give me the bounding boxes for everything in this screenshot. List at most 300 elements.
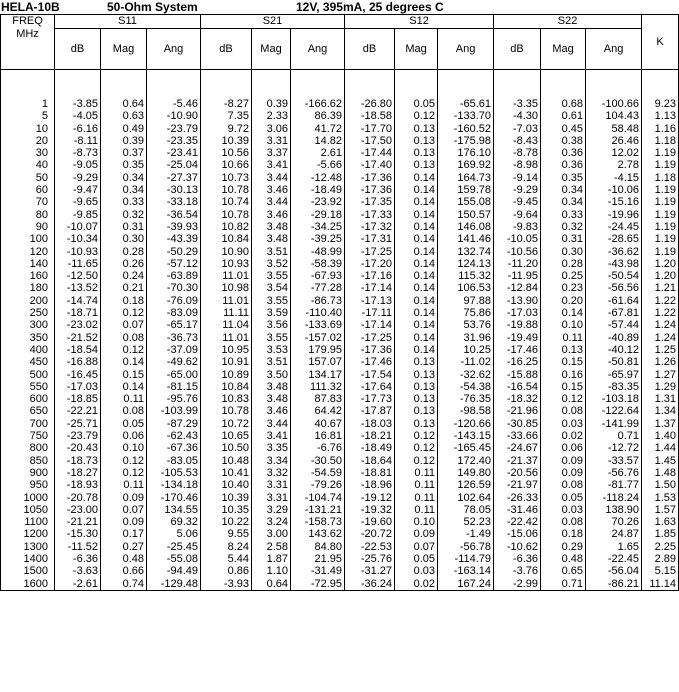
cell-s11-db: -23.00 [66, 503, 98, 516]
cell-k: 1.18 [654, 134, 677, 147]
cell-k: 1.19 [654, 208, 677, 221]
cell-s11-mag: 0.07 [122, 503, 144, 516]
cell-s22-ang: 0.71 [617, 430, 640, 443]
cell-s11-ang: -103.99 [160, 405, 198, 418]
cell-s12-db: -18.03 [360, 417, 393, 430]
cell-s21-db: 10.98 [221, 282, 249, 295]
cell-s22-db: -17.03 [506, 307, 539, 320]
cell-s12-db: -17.33 [360, 208, 393, 221]
cell-s22-db: -8.98 [512, 159, 539, 172]
cell-s11-ang: -23.35 [166, 134, 198, 147]
cell-s12-mag: 0.13 [413, 147, 436, 160]
cell-s11-db: -2.61 [72, 577, 98, 590]
cell-s11-db: -15.30 [66, 528, 98, 541]
s12-ang-header: Ang [438, 29, 494, 70]
cell-s11-ang: -39.93 [166, 220, 198, 233]
cell-s21-ang: -30.50 [310, 454, 343, 467]
s21-ang-column [291, 70, 345, 591]
cell-s21-ang: -6.76 [316, 442, 343, 455]
cell-s12-db: -17.40 [360, 159, 393, 172]
cell-s12-ang: 167.24 [457, 577, 492, 590]
cell-s12-mag: 0.03 [413, 565, 436, 578]
cell-s12-db: -17.87 [360, 405, 393, 418]
cell-freq: 160 [29, 270, 48, 283]
cell-s22-ang: 26.46 [611, 134, 640, 147]
cell-k: 1.25 [654, 343, 677, 356]
cell-s12-mag: 0.14 [413, 294, 436, 307]
cell-freq: 120 [29, 245, 48, 258]
cell-s21-ang: 157.07 [308, 356, 343, 369]
cell-s22-ang: -10.06 [607, 184, 640, 197]
cell-s21-mag: 1.10 [266, 565, 288, 578]
cell-s12-mag: 0.14 [413, 307, 436, 320]
cell-s12-ang: 31.96 [463, 331, 492, 344]
cell-s22-mag: 0.15 [561, 356, 584, 369]
cell-s21-db: 10.78 [221, 208, 249, 221]
cell-s12-ang: -1.49 [465, 528, 492, 541]
cell-s11-ang: -76.09 [166, 294, 198, 307]
cell-s22-mag: 0.09 [561, 466, 584, 479]
cell-s21-mag: 3.55 [266, 294, 288, 307]
cell-s11-db: -23.02 [66, 319, 98, 332]
cell-s11-mag: 0.39 [122, 134, 144, 147]
cell-s12-db: -17.25 [360, 245, 393, 258]
cell-s12-db: -17.20 [360, 257, 393, 270]
cell-s11-mag: 0.33 [122, 196, 144, 209]
cell-s11-mag: 0.05 [122, 417, 144, 430]
cell-s22-mag: 0.05 [561, 491, 584, 504]
cell-s12-db: -17.31 [360, 233, 393, 246]
cell-s11-db: -11.65 [67, 257, 98, 270]
cell-s21-ang: -133.69 [304, 319, 343, 332]
cell-s12-db: -17.70 [360, 122, 393, 135]
cell-s12-db: -17.36 [360, 343, 393, 356]
cell-s22-ang: -57.44 [607, 319, 640, 332]
cell-s22-ang: 1.65 [617, 540, 640, 553]
cell-s21-db: 11.11 [223, 307, 249, 320]
cell-s21-mag: 3.50 [266, 368, 288, 381]
cell-s21-ang: 40.67 [314, 417, 343, 430]
cell-s11-ang: -170.46 [160, 491, 198, 504]
cell-s22-db: -20.56 [506, 466, 539, 479]
cell-s21-ang: -34.25 [310, 220, 343, 233]
cell-s21-ang: -166.62 [304, 98, 343, 110]
cell-s11-db: -9.29 [72, 171, 98, 184]
cell-k: 1.48 [654, 466, 677, 479]
cell-s22-db: -30.85 [506, 417, 539, 430]
cell-s11-ang: -33.18 [166, 196, 198, 209]
cell-s22-ang: -56.04 [607, 565, 640, 578]
cell-s21-mag: 3.37 [266, 147, 288, 160]
cell-k: 1.19 [654, 220, 677, 233]
cell-s11-db: -6.16 [72, 122, 98, 135]
cell-s21-db: 9.55 [227, 528, 249, 541]
cell-freq: 80 [35, 208, 48, 221]
cell-s22-db: -19.88 [506, 319, 539, 332]
cell-s11-ang: -50.29 [166, 245, 198, 258]
cell-k: 5.15 [654, 565, 677, 578]
cell-s12-ang: 146.08 [457, 220, 492, 233]
cell-s12-db: -20.72 [360, 528, 393, 541]
cell-freq: 550 [29, 380, 48, 393]
cell-s21-mag: 3.44 [266, 171, 288, 184]
cell-s21-mag: 3.41 [266, 159, 288, 172]
cell-s12-mag: 0.13 [413, 122, 436, 135]
cell-s11-db: -23.79 [66, 430, 98, 443]
cell-s12-db: -17.32 [360, 220, 393, 233]
cell-s21-mag: 3.51 [266, 356, 288, 369]
cell-k: 1.34 [654, 405, 677, 418]
cell-s12-ang: 126.59 [457, 479, 492, 492]
title-bar [0, 0, 679, 14]
cell-s21-ang: -77.28 [310, 282, 343, 295]
cell-s11-mag: 0.07 [122, 319, 144, 332]
s22-db-header: dB [494, 29, 541, 70]
s21-db-column [201, 70, 252, 591]
cell-s11-db: -8.73 [72, 147, 98, 160]
cell-s21-db: 10.82 [221, 220, 249, 233]
cell-k: 1.37 [654, 417, 677, 430]
cell-freq: 800 [29, 442, 48, 455]
cell-s12-ang: -175.98 [453, 134, 492, 147]
cell-s11-db: -3.63 [72, 565, 98, 578]
cell-s11-db: -8.11 [73, 134, 98, 147]
cell-k: 1.57 [654, 503, 677, 516]
cell-s22-db: -18.32 [506, 393, 539, 406]
cell-s12-mag: 0.14 [413, 282, 436, 295]
cell-s12-ang: -65.61 [459, 98, 492, 110]
cell-s21-db: 10.83 [221, 393, 249, 406]
s11-db-column [55, 70, 101, 591]
cell-s21-mag: 3.48 [266, 393, 288, 406]
cell-s12-mag: 0.14 [413, 208, 436, 221]
cell-s12-db: -31.27 [360, 565, 393, 578]
cell-s12-ang: 124.13 [457, 257, 492, 270]
cell-s22-ang: -36.62 [607, 245, 640, 258]
cell-s22-mag: 0.02 [561, 430, 584, 443]
cell-s11-ang: -134.18 [160, 479, 198, 492]
cell-s11-db: -4.05 [72, 110, 98, 123]
cell-s22-db: -21.96 [506, 405, 539, 418]
cell-s12-mag: 0.14 [413, 220, 436, 233]
cell-k: 1.63 [654, 516, 677, 529]
cell-s22-ang: -40.89 [607, 331, 640, 344]
cell-s11-mag: 0.17 [122, 528, 144, 541]
cell-s21-db: 10.72 [221, 417, 249, 430]
cell-s22-ang: 70.26 [611, 516, 640, 529]
cell-freq: 300 [29, 319, 48, 332]
cell-s22-ang: -33.57 [607, 454, 640, 467]
cell-s22-mag: 0.08 [561, 405, 584, 418]
cell-s12-ang: -143.15 [453, 430, 492, 443]
cell-s21-ang: -158.73 [304, 516, 343, 529]
cell-s11-mag: 0.12 [122, 343, 144, 356]
column-header-row [1, 29, 679, 70]
cell-s21-mag: 2.58 [266, 540, 288, 553]
cell-s12-ang: 78.05 [463, 503, 492, 516]
system-label: 50-Ohm System [107, 0, 198, 14]
cell-s12-ang: -32.62 [459, 368, 492, 381]
cell-freq: 70 [35, 196, 48, 209]
freq-header [1, 15, 55, 70]
s21-db-header: dB [201, 29, 252, 70]
cell-s12-db: -17.36 [360, 184, 393, 197]
s11-ang-column [147, 70, 201, 591]
cell-s22-db: -11.95 [507, 270, 539, 283]
cell-s11-ang: -65.17 [166, 319, 198, 332]
cell-s21-db: 11.04 [222, 319, 249, 332]
cell-s11-db: -10.07 [66, 220, 98, 233]
cell-k: 9.23 [654, 98, 677, 110]
cell-s11-mag: 0.34 [122, 171, 144, 184]
cell-s11-db: -14.74 [66, 294, 98, 307]
freq-column [1, 70, 55, 591]
cell-s21-ang: -72.95 [310, 577, 343, 590]
cell-s21-mag: 3.31 [266, 479, 288, 492]
cell-s22-mag: 0.36 [561, 159, 584, 172]
cell-s12-db: -17.35 [360, 196, 393, 209]
cell-s22-mag: 0.29 [561, 540, 584, 553]
cell-s21-ang: -110.40 [305, 307, 343, 320]
s12-mag-column [395, 70, 438, 591]
cell-s22-db: -10.05 [506, 233, 539, 246]
cell-s21-ang: -79.26 [310, 479, 343, 492]
s11-mag-header: Mag [101, 29, 147, 70]
cell-s11-mag: 0.08 [122, 331, 144, 344]
s21-mag-column [252, 70, 291, 591]
s12-ang-column [438, 70, 494, 591]
cell-s22-db: -7.03 [512, 122, 539, 135]
cell-s21-ang: 41.72 [314, 122, 343, 135]
cell-s11-db: -20.43 [66, 442, 98, 455]
cell-s12-ang: 169.92 [457, 159, 492, 172]
cell-s21-ang: -157.02 [304, 331, 343, 344]
cell-k: 1.16 [654, 122, 677, 135]
cell-s12-ang: 132.74 [457, 245, 492, 258]
cell-s22-db: -3.35 [512, 98, 539, 110]
cell-s22-db: -8.43 [512, 134, 539, 147]
cell-s21-ang: -39.25 [310, 233, 343, 246]
cell-s11-mag: 0.06 [122, 430, 144, 443]
cell-freq: 200 [29, 294, 48, 307]
s21-mag-header: Mag [252, 29, 291, 70]
cell-s22-mag: 0.06 [561, 442, 584, 455]
cell-s12-db: -18.81 [360, 466, 393, 479]
group-header-s21: S21 [201, 15, 345, 29]
cell-s22-mag: 0.65 [561, 565, 584, 578]
cell-s21-mag: 3.00 [266, 528, 288, 541]
cell-s12-mag: 0.11 [414, 491, 436, 504]
cell-s12-mag: 0.11 [414, 466, 436, 479]
group-header-row [1, 15, 679, 29]
cell-s11-db: -16.45 [66, 368, 98, 381]
cell-s22-mag: 0.10 [561, 319, 584, 332]
cell-freq: 400 [29, 343, 48, 356]
cell-s21-db: 10.66 [221, 159, 249, 172]
cell-s11-ang: -67.36 [166, 442, 198, 455]
cell-s12-ang: 159.78 [457, 184, 492, 197]
cell-s11-ang: -83.09 [166, 307, 198, 320]
cell-s11-db: -16.88 [66, 356, 98, 369]
cell-s22-db: -22.42 [506, 516, 539, 529]
data-row [1, 70, 679, 591]
cell-s11-db: -18.54 [66, 343, 98, 356]
cell-s12-ang: 115.32 [458, 270, 492, 283]
cell-k: 1.20 [654, 257, 677, 270]
cell-s22-mag: 0.71 [561, 577, 584, 590]
cell-k: 1.24 [654, 331, 677, 344]
cell-s22-ang: -103.18 [601, 393, 640, 406]
cell-s21-ang: 16.81 [314, 430, 343, 443]
cell-s21-db: 10.73 [221, 171, 249, 184]
cell-s22-ang: -65.97 [607, 368, 640, 381]
cell-s22-ang: -15.16 [607, 196, 640, 209]
cell-s12-db: -19.12 [360, 491, 393, 504]
cell-s12-mag: 0.11 [414, 503, 436, 516]
cell-s12-ang: -163.14 [453, 565, 492, 578]
cell-s11-ang: -49.62 [166, 356, 198, 369]
cell-s21-ang: -86.73 [310, 294, 343, 307]
cell-s21-ang: -54.59 [310, 466, 343, 479]
cell-s22-ang: -50.54 [607, 270, 640, 283]
cell-s11-ang: -57.12 [166, 257, 198, 270]
cell-freq: 1300 [23, 540, 48, 553]
cell-s22-ang: -81.77 [607, 479, 640, 492]
cell-s12-ang: -76.35 [459, 393, 492, 406]
cell-s12-mag: 0.02 [413, 577, 436, 590]
cell-s21-mag: 3.29 [266, 503, 288, 516]
cell-s22-ang: -122.64 [601, 405, 640, 418]
cell-s11-ang: -129.48 [160, 577, 198, 590]
cell-k: 2.89 [654, 552, 677, 565]
cell-s22-ang: -86.21 [607, 577, 640, 590]
cell-s22-ang: -43.98 [607, 257, 640, 270]
cell-s11-ang: -62.43 [166, 430, 198, 443]
cell-k: 1.22 [654, 294, 677, 307]
cell-s12-ang: 141.46 [457, 233, 492, 246]
cell-s12-mag: 0.09 [413, 528, 436, 541]
cell-k: 1.26 [654, 356, 677, 369]
cell-s12-ang: -165.45 [453, 442, 492, 455]
cell-s11-db: -17.03 [66, 380, 98, 393]
cell-s11-mag: 0.15 [122, 368, 144, 381]
cell-s22-mag: 0.08 [561, 479, 584, 492]
cell-s11-db: -22.21 [66, 405, 98, 418]
cell-s21-mag: 3.32 [266, 466, 288, 479]
cell-k: 1.20 [654, 270, 677, 283]
cell-s22-mag: 0.25 [561, 270, 584, 283]
cell-s12-mag: 0.14 [413, 343, 436, 356]
cell-s22-db: -31.46 [506, 503, 539, 516]
cell-s12-db: -17.13 [360, 294, 393, 307]
freq-unit-label: MHz [16, 28, 39, 40]
cell-s12-mag: 0.12 [413, 430, 436, 443]
cell-s22-ang: -67.81 [607, 307, 640, 320]
cell-s22-mag: 0.31 [561, 233, 584, 246]
cell-s22-mag: 0.30 [561, 245, 584, 258]
cell-freq: 450 [29, 356, 48, 369]
cell-s11-ang: -25.45 [166, 540, 198, 553]
cell-s12-mag: 0.07 [413, 540, 436, 553]
cell-s11-mag: 0.09 [122, 516, 144, 529]
cell-s22-db: -9.29 [512, 184, 539, 197]
cell-s11-mag: 0.48 [122, 552, 144, 565]
s22-ang-header: Ang [586, 29, 642, 70]
cell-s22-db: -15.88 [506, 368, 539, 381]
cell-freq: 90 [35, 220, 48, 233]
cell-s21-ang: 134.17 [308, 368, 343, 381]
cell-s11-mag: 0.49 [122, 122, 144, 135]
cell-s21-db: 10.78 [221, 184, 249, 197]
cell-freq: 250 [29, 307, 48, 320]
cell-s11-db: -18.71 [66, 307, 98, 320]
cell-s12-ang: -56.78 [459, 540, 492, 553]
cell-s11-ang: -36.54 [166, 208, 198, 221]
cell-s21-mag: 3.59 [266, 307, 288, 320]
cell-s22-db: -4.30 [512, 110, 539, 123]
cell-s11-ang: -63.89 [166, 270, 198, 283]
cell-s22-ang: -118.24 [602, 491, 640, 504]
cell-s22-mag: 0.38 [561, 134, 584, 147]
cell-s22-mag: 0.34 [561, 196, 584, 209]
cell-s21-mag: 3.41 [266, 430, 288, 443]
cell-s22-ang: 58.48 [611, 122, 640, 135]
cell-s21-db: 10.74 [221, 196, 249, 209]
cell-s21-ang: 21.95 [314, 552, 343, 565]
cell-s22-mag: 0.28 [561, 257, 584, 270]
cell-k: 1.19 [654, 184, 677, 197]
cell-k: 1.19 [654, 159, 677, 172]
k-column [642, 70, 679, 591]
cell-s11-db: -9.47 [72, 184, 98, 197]
cell-s11-mag: 0.34 [122, 184, 144, 197]
cell-s11-ang: -37.09 [166, 343, 198, 356]
cell-k: 1.19 [654, 196, 677, 209]
cell-s11-mag: 0.18 [122, 294, 144, 307]
cell-freq: 10 [35, 122, 48, 135]
cell-s22-mag: 0.36 [561, 147, 584, 160]
cell-s11-db: -21.52 [66, 331, 98, 344]
cell-s11-mag: 0.11 [123, 393, 144, 406]
cell-s21-mag: 0.64 [266, 577, 288, 590]
cell-s11-ang: -87.29 [166, 417, 198, 430]
cell-s11-ang: -23.41 [166, 147, 198, 160]
cell-s11-mag: 0.10 [122, 442, 144, 455]
cell-s12-ang: -54.38 [459, 380, 492, 393]
cell-s21-db: 10.84 [221, 380, 249, 393]
cell-s22-db: -9.83 [512, 220, 539, 233]
cell-s21-mag: 3.51 [266, 245, 288, 258]
cell-s11-ang: 69.32 [170, 516, 198, 529]
cell-s12-ang: 172.40 [457, 454, 492, 467]
cell-s22-db: -10.62 [506, 540, 539, 553]
cell-s21-db: 10.93 [221, 257, 249, 270]
cell-s21-ang: -67.93 [310, 270, 343, 283]
cell-s22-ang: -12.72 [607, 442, 640, 455]
cell-s11-ang: 134.55 [164, 503, 198, 516]
cell-s21-ang: -18.49 [310, 184, 343, 197]
cell-s22-mag: 0.13 [561, 343, 584, 356]
cell-s12-ang: 10.25 [463, 343, 492, 356]
cell-s11-db: -6.36 [72, 552, 98, 565]
cell-s12-ang: 97.88 [463, 294, 492, 307]
cell-s12-mag: 0.14 [413, 257, 436, 270]
group-header-s11: S11 [55, 15, 201, 29]
cell-s12-db: -18.58 [360, 110, 393, 123]
cell-s12-db: -26.80 [360, 98, 393, 110]
cell-s12-mag: 0.14 [413, 331, 436, 344]
cell-s21-db: 11.01 [222, 294, 249, 307]
